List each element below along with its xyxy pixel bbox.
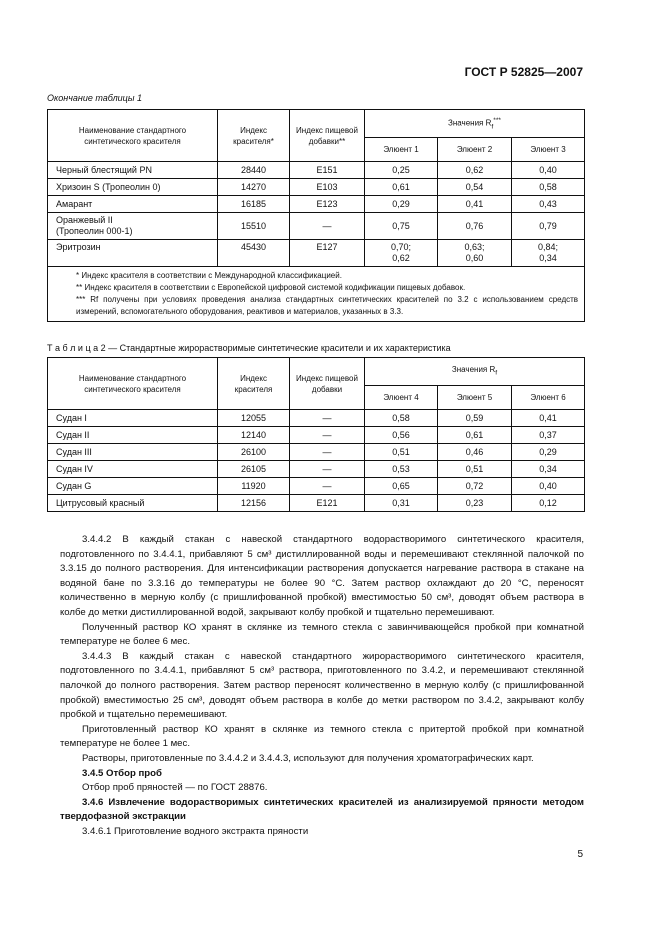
table1-note: * Индекс красителя в соответствии с Международной классификацией. (76, 271, 342, 280)
dye-name (48, 213, 218, 240)
dye-name: Цитрусовый красный (48, 495, 218, 512)
table-row (48, 478, 585, 495)
table-row (48, 213, 585, 240)
food-index: E103 (290, 179, 365, 196)
table1-header-food: Индекс пищевой добавки** (290, 110, 365, 162)
rf-value (438, 240, 512, 267)
dye-name: Хризоин S (Тропеолин 0) (48, 179, 218, 196)
rf-value: 0,58 (512, 179, 585, 196)
rf-value: 0,31 (365, 495, 438, 512)
table-notes-row (48, 267, 585, 322)
dye-name: Эритрозин (48, 240, 218, 267)
table-row (48, 444, 585, 461)
dye-name: Амарант (48, 196, 218, 213)
table1-notes (48, 267, 585, 322)
rf-value: 0,41 (512, 410, 585, 427)
dye-index: 15510 (218, 213, 290, 240)
section-heading: 3.4.6 Извлечение водорастворимых синтетических красителей из анализируемой пряности методом твердофазной экстракции (60, 796, 584, 823)
rf-value: 0,53 (365, 461, 438, 478)
rf-value: 0,76 (438, 213, 512, 240)
food-index: — (290, 427, 365, 444)
dye-name: Судан II (48, 427, 218, 444)
dye-name: Судан G (48, 478, 218, 495)
dye-name-line: Оранжевый II (56, 215, 113, 225)
food-index: — (290, 410, 365, 427)
rf-value: 0,29 (512, 444, 585, 461)
rf-value: 0,54 (438, 179, 512, 196)
rf-value: 0,46 (438, 444, 512, 461)
table-row (48, 179, 585, 196)
dye-name: Черный блестящий PN (48, 162, 218, 179)
table1-header-eluent: Элюент 3 (512, 138, 585, 162)
document-header: ГОСТ Р 52825—2007 (464, 65, 583, 79)
rf-value-line: 0,62 (392, 253, 410, 263)
rf-value: 0,29 (365, 196, 438, 213)
food-index: — (290, 213, 365, 240)
dye-index: 12140 (218, 427, 290, 444)
table-row (48, 162, 585, 179)
table1-header-eluent: Элюент 2 (438, 138, 512, 162)
section-heading: 3.4.5 Отбор проб (82, 767, 162, 779)
rf-value-line: 0,60 (465, 253, 484, 263)
paragraph: 3.4.6.1 Приготовление водного экстракта пряности (82, 825, 309, 837)
dye-index: 28440 (218, 162, 290, 179)
rf-value: 0,79 (512, 213, 585, 240)
rf-value: 0,65 (365, 478, 438, 495)
rf-value: 0,34 (512, 461, 585, 478)
dye-name: Судан I (48, 410, 218, 427)
table2-header-food: Индекс пищевой добавки (290, 358, 365, 410)
table2-header-eluent: Элюент 4 (365, 386, 438, 410)
paragraph: Отбор проб пряностей — по ГОСТ 28876. (82, 782, 268, 794)
paragraph: Полученный раствор КО хранят в склянке из темного стекла с завинчивающейся пробкой при комнатной температуре не более 6 мес. (60, 621, 584, 648)
table-row (48, 240, 585, 267)
table1-note: *** Rf получены при условиях проведения анализа стандартных синтетических красителей по 3.2 с использованием средств измерений, вспомогательного оборудования, реактивов и материалов, указанных в 3.3. (76, 295, 579, 316)
table-row (48, 495, 585, 512)
dye-index: 26100 (218, 444, 290, 461)
paragraph: Приготовленный раствор КО хранят в склянке из темного стекла с притертой пробкой при комнатной температуре не более 1 мес. (60, 723, 584, 750)
table-row (48, 410, 585, 427)
table1-header-name: Наименование стандартного синтетического красителя (48, 110, 218, 162)
table2-values-label: Значения R (451, 365, 496, 375)
rf-value: 0,58 (365, 410, 438, 427)
rf-value: 0,61 (438, 427, 512, 444)
rf-value: 0,75 (365, 213, 438, 240)
table-row (48, 196, 585, 213)
food-index: — (290, 444, 365, 461)
rf-value: 0,25 (365, 162, 438, 179)
rf-value: 0,37 (512, 427, 585, 444)
dye-index: 16185 (218, 196, 290, 213)
table1-values-sup: *** (493, 116, 502, 124)
rf-value: 0,61 (365, 179, 438, 196)
dye-index: 14270 (218, 179, 290, 196)
paragraph: 3.4.4.3 В каждый стакан с навеской стандартного жирорастворимого синтетического красителя, подготовленного по 3.4.4.1, прибавляют 5 см³ раствора, приготовленного по 3.4.2, и перемешивают стеклянной палочкой до полного растворения. Затем раствор переносят количественно в мерную колбу (с пришлифованной пробкой) вместимостью 25 см³, доводят объем раствора в колбе до метки раствором по 3.4.2, закрывают колбу пробкой и тщательно перемешивают. (60, 650, 584, 721)
table1-header-eluent: Элюент 1 (365, 138, 438, 162)
rf-value: 0,51 (438, 461, 512, 478)
table2 (47, 357, 585, 512)
food-index: — (290, 461, 365, 478)
food-index: E123 (290, 196, 365, 213)
table2-header-values (365, 358, 585, 386)
dye-index: 26105 (218, 461, 290, 478)
dye-index: 45430 (218, 240, 290, 267)
table1-values-sub: f (491, 123, 494, 131)
dye-name-line: (Тропеолин 000-1) (56, 226, 133, 236)
rf-value (512, 240, 585, 267)
dye-name: Судан III (48, 444, 218, 461)
rf-value: 0,12 (512, 495, 585, 512)
rf-value: 0,51 (365, 444, 438, 461)
dye-index: 12156 (218, 495, 290, 512)
table1-note: ** Индекс красителя в соответствии с Европейской цифровой системой кодификации пищевых добавок. (76, 283, 466, 292)
table1-header-values (365, 110, 585, 138)
rf-value-line: 0,84; (538, 242, 559, 252)
table2-caption: Т а б л и ц а 2 — Стандартные жирорастворимые синтетические красители и их характеристика (47, 343, 451, 353)
table-row (48, 427, 585, 444)
rf-value: 0,59 (438, 410, 512, 427)
rf-value: 0,72 (438, 478, 512, 495)
table2-header-eluent: Элюент 5 (438, 386, 512, 410)
body-text (60, 533, 584, 839)
food-index: E121 (290, 495, 365, 512)
table2-header-index: Индекс красителя (218, 358, 290, 410)
dye-index: 12055 (218, 410, 290, 427)
paragraph: 3.4.4.2 В каждый стакан с навеской стандартного водорастворимого синтетического красителя, подготовленного по 3.4.4.1, прибавляют 5 см³ дистиллированной воды и перемешивают стеклянной палочкой по 3.3.15 до полного растворения. Для интенсификации растворения допускается нагревание раствора в стакане на водяной бане по 3.3.16 до температуры не более 90 °С. Затем раствор охлаждают до 20 °С, переносят количественно в мерную колбу (с пришлифованной пробкой) вместимостью 50 см³, доводят объем раствора в колбе до метки дистиллированной водой, закрывают колбу пробкой и тщательно перемешивают. (60, 534, 584, 618)
dye-index: 11920 (218, 478, 290, 495)
table1-caption: Окончание таблицы 1 (47, 93, 142, 103)
rf-value: 0,43 (512, 196, 585, 213)
rf-value-line: 0,63; (464, 242, 485, 252)
page-number: 5 (577, 849, 583, 860)
food-index: — (290, 478, 365, 495)
table2-values-sub: f (495, 369, 498, 377)
dye-name: Судан IV (48, 461, 218, 478)
food-index: E127 (290, 240, 365, 267)
rf-value: 0,56 (365, 427, 438, 444)
table1-values-label: Значения R (448, 118, 492, 128)
paragraph: Растворы, приготовленные по 3.4.4.2 и 3.4.4.3, используют для получения хроматографических карт. (82, 752, 534, 764)
table1 (47, 109, 585, 322)
rf-value: 0,62 (438, 162, 512, 179)
rf-value-line: 0,70; (390, 242, 412, 252)
rf-value: 0,40 (512, 478, 585, 495)
table2-header-eluent: Элюент 6 (512, 386, 585, 410)
rf-value (365, 240, 438, 267)
food-index: E151 (290, 162, 365, 179)
rf-value: 0,23 (438, 495, 512, 512)
rf-value: 0,40 (512, 162, 585, 179)
table-row (48, 461, 585, 478)
table2-header-name: Наименование стандартного синтетического красителя (48, 358, 218, 410)
table1-header-index: Индекс красителя* (218, 110, 290, 162)
rf-value-line: 0,34 (539, 253, 557, 263)
rf-value: 0,41 (438, 196, 512, 213)
